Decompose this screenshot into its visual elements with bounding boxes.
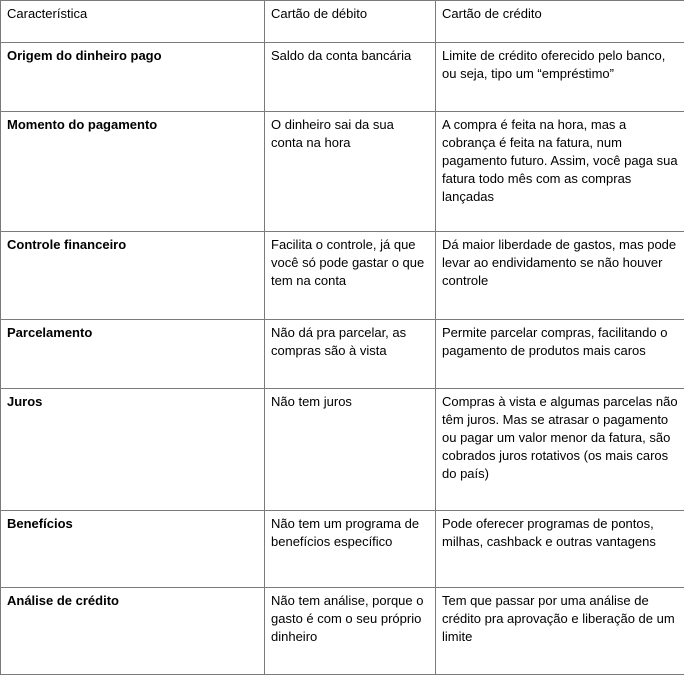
row-feature: Momento do pagamento xyxy=(1,112,265,232)
header-cartao-debito: Cartão de débito xyxy=(265,1,436,43)
table-row xyxy=(1,320,684,389)
table-row xyxy=(1,511,684,588)
row-feature: Juros xyxy=(1,389,265,511)
row-credit: Limite de crédito oferecido pelo banco, ou seja, tipo um “empréstimo” xyxy=(436,43,684,112)
row-credit: Compras à vista e algumas parcelas não têm juros. Mas se atrasar o pagamento ou pagar um valor menor da fatura, são cobrados juros rotativos (os mais caros do país) xyxy=(436,389,684,511)
row-debit: Não dá pra parcelar, as compras são à vista xyxy=(265,320,436,389)
table-header-row xyxy=(1,1,684,43)
row-credit: Tem que passar por uma análise de crédito pra aprovação e liberação de um limite xyxy=(436,588,684,675)
table-row xyxy=(1,588,684,675)
row-credit: Permite parcelar compras, facilitando o pagamento de produtos mais caros xyxy=(436,320,684,389)
row-feature: Origem do dinheiro pago xyxy=(1,43,265,112)
table-row xyxy=(1,232,684,320)
table-row xyxy=(1,112,684,232)
header-cartao-credito: Cartão de crédito xyxy=(436,1,684,43)
row-credit: Dá maior liberdade de gastos, mas pode levar ao endividamento se não houver controle xyxy=(436,232,684,320)
table-row xyxy=(1,389,684,511)
row-debit: Não tem juros xyxy=(265,389,436,511)
row-debit: Não tem análise, porque o gasto é com o seu próprio dinheiro xyxy=(265,588,436,675)
header-caracteristica: Característica xyxy=(1,1,265,43)
row-debit: Saldo da conta bancária xyxy=(265,43,436,112)
row-feature: Análise de crédito xyxy=(1,588,265,675)
row-feature: Parcelamento xyxy=(1,320,265,389)
row-credit: Pode oferecer programas de pontos, milhas, cashback e outras vantagens xyxy=(436,511,684,588)
row-credit: A compra é feita na hora, mas a cobrança é feita na fatura, num pagamento futuro. Assim, você paga sua fatura todo mês com as compras lançadas xyxy=(436,112,684,232)
row-feature: Benefícios xyxy=(1,511,265,588)
row-feature: Controle financeiro xyxy=(1,232,265,320)
row-debit: Não tem um programa de benefícios específico xyxy=(265,511,436,588)
row-debit: Facilita o controle, já que você só pode gastar o que tem na conta xyxy=(265,232,436,320)
row-debit: O dinheiro sai da sua conta na hora xyxy=(265,112,436,232)
table-row xyxy=(1,43,684,112)
